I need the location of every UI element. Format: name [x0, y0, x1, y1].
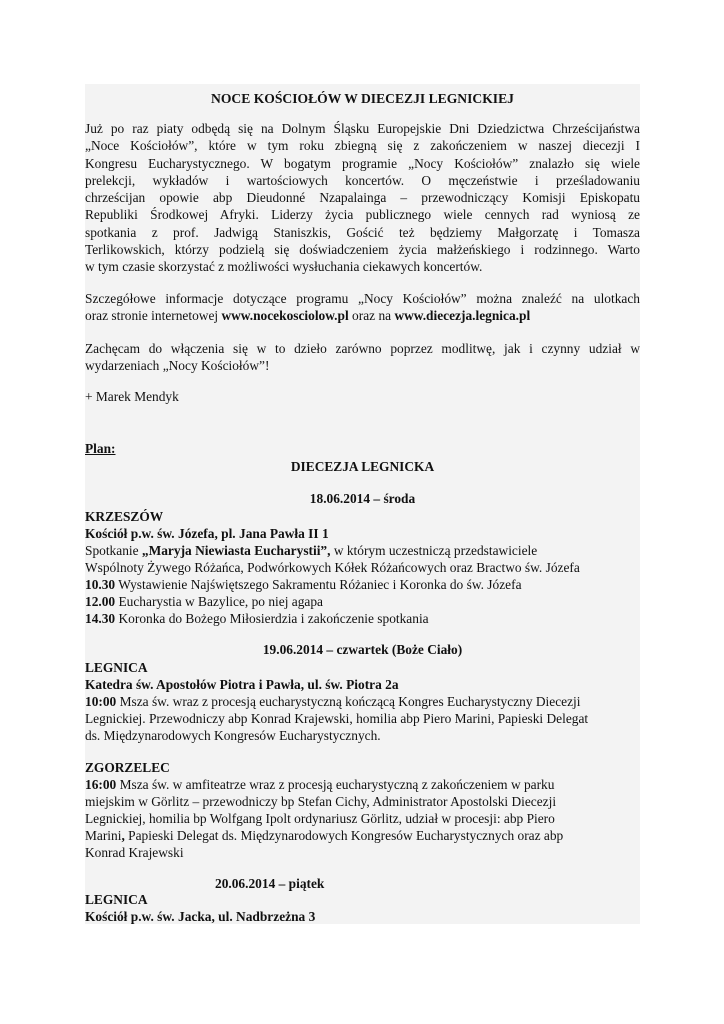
- document-page: [85, 84, 640, 924]
- schedule-text: Msza św. wraz z procesją eucharystyczną kończącą Kongres Eucharystyczny Diecezji: [116, 694, 581, 709]
- day2-mass2-line: [85, 776, 554, 793]
- meeting-text: Spotkanie: [85, 543, 142, 558]
- schedule-text: Marini: [85, 828, 122, 843]
- day2-date: 19.06.2014 – czwartek (Boże Ciało): [262, 642, 463, 657]
- schedule-time: 14.30: [85, 611, 116, 626]
- invite-line: Zachęcam do włączenia się w to dzieło zarówno poprzez modlitwę, jak i czynny udział w: [85, 341, 640, 356]
- day2-venue: Katedra św. Apostołów Piotra i Pawła, ul. św. Piotra 2a: [85, 677, 399, 692]
- info-text: oraz na: [348, 308, 395, 324]
- intro-line: Kongresu Eucharystycznego. W bogatym programie „Nocy Kościołów” znalazło się wiele: [85, 155, 640, 171]
- info-line-urls: [85, 307, 640, 324]
- schedule-text: Koronka do Bożego Miłosierdzia i zakończenie spotkania: [115, 611, 429, 626]
- intro-line: „Noce Kościołów”, które w tym roku zbiegną się z zakończeniem w naszej diecezji I: [85, 138, 640, 154]
- schedule-text: Wystawienie Najświętszego Sakramentu Różaniec i Koronka do św. Józefa: [115, 577, 522, 592]
- website-link-nocekosciolow[interactable]: www.nocekosciolow.pl: [221, 308, 349, 324]
- day2-mass-line: [85, 693, 580, 710]
- day2-city2: ZGORZELEC: [85, 760, 170, 775]
- day3-city: LEGNICA: [85, 892, 148, 907]
- day1-meeting-line: [85, 542, 537, 559]
- intro-line: spotkania z prof. Jadwigą Staniszkis, Gościć też będziemy Małgorzatę i Tomasza: [85, 224, 640, 240]
- intro-line: Już po raz piaty odbędą się na Dolnym Śląsku Europejskie Dni Dziedzictwa Chrześcijaństwa: [85, 121, 640, 136]
- schedule-text: Papieski Delegat ds. Międzynarodowych Kongresów Eucharystycznych oraz abp: [124, 828, 564, 843]
- day2-mass2-line: [85, 827, 563, 844]
- schedule-item: [85, 610, 429, 627]
- intro-line: Terlikowskich, którzy podzielą się doświadczeniem życia małżeńskiego i rodzinnego. Warto: [85, 242, 640, 258]
- intro-line: w tym czasie skorzystać z możliwości wysłuchania ciekawych koncertów.: [85, 259, 483, 275]
- schedule-time: 10:00: [85, 694, 117, 709]
- day2-mass2-line: Konrad Krajewski: [85, 845, 184, 860]
- info-text: oraz stronie internetowej: [85, 308, 222, 324]
- day2-city: LEGNICA: [85, 660, 148, 675]
- schedule-time: 12.00: [85, 594, 116, 609]
- day2-mass2-line: miejskim w Görlitz – przewodniczy bp Stefan Cichy, Administrator Apostolski Diecezji: [85, 794, 557, 809]
- info-paragraph: [85, 290, 640, 325]
- schedule-time: 16:00: [85, 777, 117, 792]
- diocese-heading: DIECEZJA LEGNICKA: [290, 459, 435, 474]
- intro-line: chrześcijan opowie abp Dieudonné Nzapalainga – przewodniczący Komisji Episkopatu: [85, 190, 640, 206]
- meeting-text: w którym uczestniczą przedstawiciele: [330, 543, 538, 558]
- day1-venue: Kościół p.w. św. Józefa, pl. Jana Pawła II 1: [85, 526, 329, 541]
- invite-line: wydarzeniach „Nocy Kościołów”!: [85, 358, 270, 374]
- intro-line: Republiki Środkowej Afryki. Liderzy życia publicznego wiele cennych rad wyniosą ze: [85, 207, 640, 223]
- day2-mass2-line: Legnickiej, homilia bp Wolfgang Ipolt ordynariusz Görlitz, udział w procesji: abp Piero: [85, 811, 555, 826]
- intro-paragraph: [85, 120, 640, 276]
- signature: + Marek Mendyk: [85, 389, 179, 404]
- schedule-text: Msza św. w amfiteatrze wraz z procesją eucharystyczną z zakończeniem w parku: [116, 777, 555, 792]
- day2-mass-line: ds. Międzynarodowych Kongresów Eucharystycznych.: [85, 728, 381, 743]
- schedule-time: 10.30: [85, 577, 116, 592]
- schedule-item: [85, 576, 522, 593]
- day3-venue: Kościół p.w. św. Jacka, ul. Nadbrzeżna 3: [85, 909, 316, 924]
- schedule-text: Eucharystia w Bazylice, po niej agapa: [115, 594, 323, 609]
- day1-date: 18.06.2014 – środa: [309, 491, 416, 506]
- schedule-item: [85, 593, 323, 610]
- document-title: NOCE KOŚCIOŁÓW W DIECEZJI LEGNICKIEJ: [211, 91, 514, 106]
- invite-paragraph: [85, 340, 640, 375]
- website-link-diecezja[interactable]: www.diecezja.legnica.pl: [394, 308, 531, 324]
- day2-mass-line: Legnickiej. Przewodniczy abp Konrad Krajewski, homilia abp Piero Marini, Papieski Delegat: [85, 711, 589, 726]
- plan-label: Plan:: [85, 441, 116, 456]
- day3-date: 20.06.2014 – piątek: [215, 876, 325, 891]
- info-line: Szczegółowe informacje dotyczące programu „Nocy Kościołów” można znaleźć na ulotkach: [85, 291, 640, 306]
- day1-meeting-line2: Wspólnoty Żywego Różańca, Podwórkowych Kółek Różańcowych oraz Bractwo św. Józefa: [85, 560, 580, 575]
- meeting-title: „Maryja Niewiasta Eucharystii”,: [141, 543, 331, 558]
- intro-line: prelekcji, wykładów i wartościowych koncertów. O męczeństwie i prześladowaniu: [85, 172, 640, 188]
- schedule-text: ,: [121, 828, 125, 843]
- day1-city: KRZESZÓW: [85, 509, 164, 524]
